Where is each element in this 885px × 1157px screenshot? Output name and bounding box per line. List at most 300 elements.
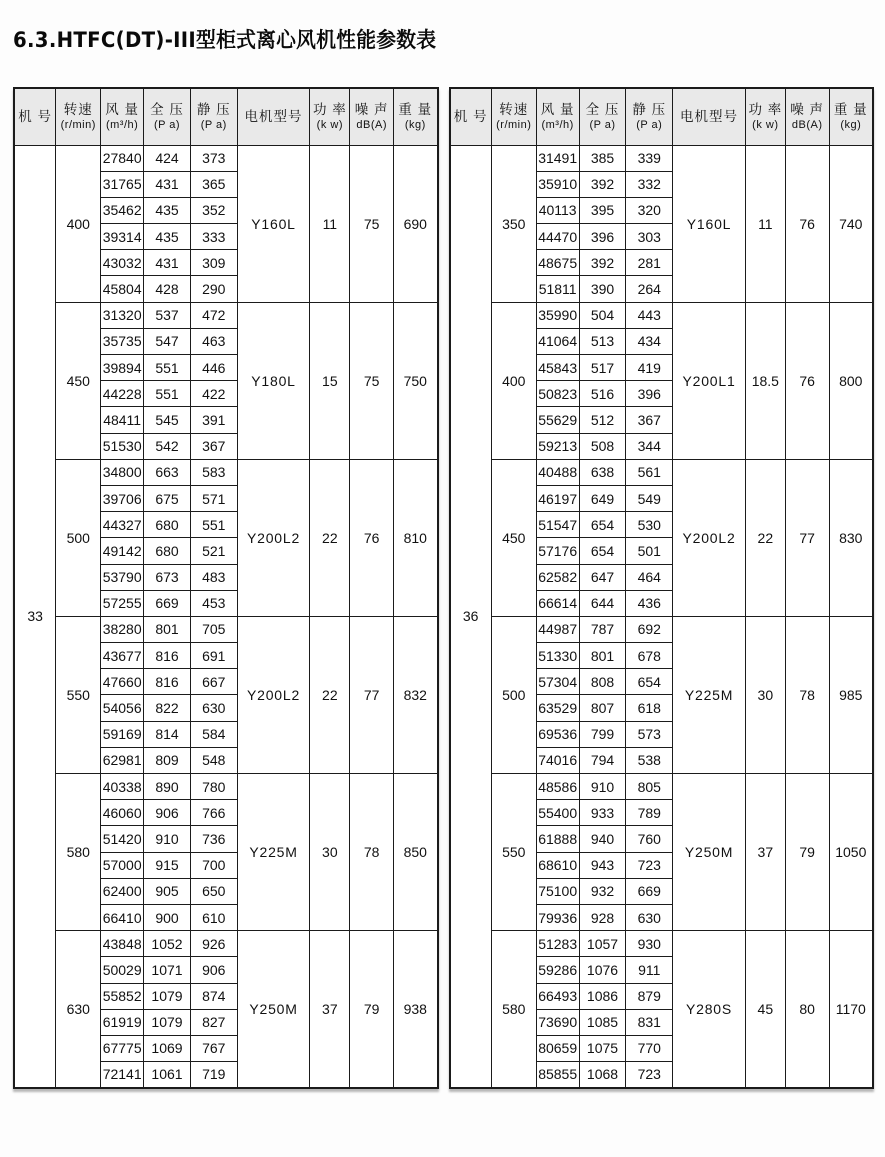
col-header-label: 噪 声 (790, 102, 825, 118)
airflow-cell: 50029 (101, 957, 144, 983)
static-pressure-cell: 309 (190, 250, 237, 276)
col-header-label: 静 压 (632, 102, 667, 118)
total-pressure-cell: 808 (579, 669, 626, 695)
table-row (450, 302, 874, 328)
col-header-label: 静 压 (196, 102, 231, 118)
static-pressure-cell: 443 (626, 302, 673, 328)
motor-model-cell: Y180L (237, 302, 310, 459)
total-pressure-cell: 943 (579, 852, 626, 878)
col-header-airflow (101, 88, 144, 145)
airflow-cell: 50823 (536, 381, 579, 407)
static-pressure-cell: 827 (190, 1009, 237, 1035)
static-pressure-cell: 805 (626, 774, 673, 800)
table-row (450, 931, 874, 957)
total-pressure-cell: 673 (144, 564, 191, 590)
col-header-unit: (kg) (840, 118, 862, 131)
total-pressure-cell: 504 (579, 302, 626, 328)
machine-no-cell: 33 (14, 145, 56, 1088)
speed-cell: 400 (56, 145, 101, 302)
col-header-power (745, 88, 785, 145)
static-pressure-cell: 365 (190, 171, 237, 197)
speed-cell: 550 (56, 616, 101, 773)
static-pressure-cell: 705 (190, 616, 237, 642)
airflow-cell: 61919 (101, 1009, 144, 1035)
col-header-label: 风 量 (105, 102, 140, 118)
static-pressure-cell: 766 (190, 800, 237, 826)
total-pressure-cell: 794 (579, 747, 626, 773)
static-pressure-cell: 571 (190, 485, 237, 511)
col-header-unit: (r/min) (496, 118, 532, 131)
col-header-label: 重 量 (398, 102, 433, 118)
header-row (14, 88, 438, 145)
static-pressure-cell: 290 (190, 276, 237, 302)
airflow-cell: 51811 (536, 276, 579, 302)
total-pressure-cell: 517 (579, 355, 626, 381)
airflow-cell: 40338 (101, 774, 144, 800)
airflow-cell: 48586 (536, 774, 579, 800)
power-cell: 30 (310, 774, 350, 931)
motor-model-cell: Y280S (673, 931, 746, 1088)
col-header-label: 全 压 (150, 102, 184, 118)
noise-cell: 77 (350, 616, 394, 773)
total-pressure-cell: 428 (144, 276, 191, 302)
total-pressure-cell: 1052 (144, 931, 191, 957)
col-header-static-pressure (190, 88, 237, 145)
static-pressure-cell: 367 (626, 407, 673, 433)
static-pressure-cell: 926 (190, 931, 237, 957)
total-pressure-cell: 910 (579, 774, 626, 800)
airflow-cell: 48675 (536, 250, 579, 276)
power-cell: 18.5 (745, 302, 785, 459)
weight-cell: 830 (829, 459, 873, 616)
airflow-cell: 46060 (101, 800, 144, 826)
total-pressure-cell: 801 (579, 643, 626, 669)
total-pressure-cell: 424 (144, 145, 191, 171)
noise-cell: 78 (785, 616, 829, 773)
col-header-unit: (P a) (636, 118, 663, 131)
total-pressure-cell: 822 (144, 695, 191, 721)
static-pressure-cell: 551 (190, 512, 237, 538)
col-header-label: 转速 (499, 102, 529, 118)
static-pressure-cell: 332 (626, 171, 673, 197)
col-header-unit: dB(A) (356, 118, 387, 131)
static-pressure-cell: 669 (626, 878, 673, 904)
static-pressure-cell: 464 (626, 564, 673, 590)
airflow-cell: 45804 (101, 276, 144, 302)
col-header-unit: (k w) (752, 118, 779, 131)
weight-cell: 850 (394, 774, 438, 931)
airflow-cell: 44327 (101, 512, 144, 538)
total-pressure-cell: 801 (144, 616, 191, 642)
static-pressure-cell: 618 (626, 695, 673, 721)
weight-cell: 800 (829, 302, 873, 459)
airflow-cell: 59213 (536, 433, 579, 459)
airflow-cell: 62582 (536, 564, 579, 590)
power-cell: 22 (310, 616, 350, 773)
airflow-cell: 34800 (101, 459, 144, 485)
col-header-label: 风 量 (540, 102, 575, 118)
col-header-unit: (kg) (404, 118, 426, 131)
col-header-label: 功 率 (748, 102, 783, 118)
total-pressure-cell: 910 (144, 826, 191, 852)
static-pressure-cell: 630 (190, 695, 237, 721)
airflow-cell: 43032 (101, 250, 144, 276)
total-pressure-cell: 396 (579, 224, 626, 250)
airflow-cell: 35990 (536, 302, 579, 328)
airflow-cell: 43677 (101, 643, 144, 669)
col-header-unit: (k w) (316, 118, 343, 131)
col-header-label: 电机型号 (244, 108, 303, 124)
static-pressure-cell: 333 (190, 224, 237, 250)
speed-cell: 450 (56, 302, 101, 459)
static-pressure-cell: 548 (190, 747, 237, 773)
weight-cell: 938 (394, 931, 438, 1088)
total-pressure-cell: 537 (144, 302, 191, 328)
static-pressure-cell: 650 (190, 878, 237, 904)
static-pressure-cell: 630 (626, 904, 673, 930)
speed-cell: 350 (491, 145, 536, 302)
static-pressure-cell: 436 (626, 590, 673, 616)
col-header-static-pressure (626, 88, 673, 145)
header-row (450, 88, 874, 145)
col-header-weight (829, 88, 873, 145)
table-row (450, 774, 874, 800)
motor-model-cell: Y200L1 (673, 302, 746, 459)
static-pressure-cell: 367 (190, 433, 237, 459)
airflow-cell: 44228 (101, 381, 144, 407)
col-header-label: 转速 (63, 102, 93, 118)
total-pressure-cell: 516 (579, 381, 626, 407)
motor-model-cell: Y160L (673, 145, 746, 302)
total-pressure-cell: 933 (579, 800, 626, 826)
total-pressure-cell: 809 (144, 747, 191, 773)
static-pressure-cell: 303 (626, 224, 673, 250)
total-pressure-cell: 512 (579, 407, 626, 433)
static-pressure-cell: 352 (190, 197, 237, 223)
static-pressure-cell: 667 (190, 669, 237, 695)
speed-cell: 550 (491, 774, 536, 931)
noise-cell: 76 (785, 145, 829, 302)
noise-cell: 80 (785, 931, 829, 1088)
motor-model-cell: Y200L2 (237, 616, 310, 773)
airflow-cell: 39894 (101, 355, 144, 381)
total-pressure-cell: 547 (144, 328, 191, 354)
static-pressure-cell: 770 (626, 1035, 673, 1061)
table-row (450, 616, 874, 642)
col-header-total-pressure (144, 88, 191, 145)
static-pressure-cell: 483 (190, 564, 237, 590)
airflow-cell: 66493 (536, 983, 579, 1009)
airflow-cell: 61888 (536, 826, 579, 852)
airflow-cell: 38280 (101, 616, 144, 642)
airflow-cell: 69536 (536, 721, 579, 747)
weight-cell: 1170 (829, 931, 873, 1088)
motor-model-cell: Y225M (237, 774, 310, 931)
airflow-cell: 59286 (536, 957, 579, 983)
airflow-cell: 35910 (536, 171, 579, 197)
table-row (14, 302, 438, 328)
airflow-cell: 40488 (536, 459, 579, 485)
total-pressure-cell: 1079 (144, 983, 191, 1009)
weight-cell: 832 (394, 616, 438, 773)
col-header-speed (491, 88, 536, 145)
total-pressure-cell: 1079 (144, 1009, 191, 1035)
airflow-cell: 44470 (536, 224, 579, 250)
col-header-label: 机 号 (453, 108, 488, 124)
total-pressure-cell: 1057 (579, 931, 626, 957)
total-pressure-cell: 890 (144, 774, 191, 800)
static-pressure-cell: 831 (626, 1009, 673, 1035)
static-pressure-cell: 264 (626, 276, 673, 302)
motor-model-cell: Y250M (237, 931, 310, 1088)
col-header-noise (785, 88, 829, 145)
weight-cell: 750 (394, 302, 438, 459)
airflow-cell: 39314 (101, 224, 144, 250)
static-pressure-cell: 736 (190, 826, 237, 852)
total-pressure-cell: 1071 (144, 957, 191, 983)
col-header-weight (394, 88, 438, 145)
power-cell: 15 (310, 302, 350, 459)
airflow-cell: 57255 (101, 590, 144, 616)
col-header-total-pressure (579, 88, 626, 145)
col-header-noise (350, 88, 394, 145)
table-row (450, 459, 874, 485)
total-pressure-cell: 1068 (579, 1062, 626, 1088)
total-pressure-cell: 905 (144, 878, 191, 904)
noise-cell: 77 (785, 459, 829, 616)
total-pressure-cell: 680 (144, 538, 191, 564)
power-cell: 11 (310, 145, 350, 302)
static-pressure-cell: 573 (626, 721, 673, 747)
static-pressure-cell: 930 (626, 931, 673, 957)
col-header-label: 全 压 (585, 102, 620, 118)
airflow-cell: 55852 (101, 983, 144, 1009)
col-header-machine-no (450, 88, 492, 145)
total-pressure-cell: 435 (144, 224, 191, 250)
total-pressure-cell: 647 (579, 564, 626, 590)
static-pressure-cell: 654 (626, 669, 673, 695)
col-header-label: 电机型号 (680, 108, 739, 124)
airflow-cell: 40113 (536, 197, 579, 223)
motor-model-cell: Y200L2 (237, 459, 310, 616)
total-pressure-cell: 1061 (144, 1062, 191, 1088)
static-pressure-cell: 723 (626, 1062, 673, 1088)
speed-cell: 580 (491, 931, 536, 1088)
power-cell: 22 (310, 459, 350, 616)
total-pressure-cell: 644 (579, 590, 626, 616)
airflow-cell: 59169 (101, 721, 144, 747)
table-row (14, 616, 438, 642)
total-pressure-cell: 390 (579, 276, 626, 302)
static-pressure-cell: 723 (626, 852, 673, 878)
airflow-cell: 57000 (101, 852, 144, 878)
col-header-label: 重 量 (833, 102, 868, 118)
motor-model-cell: Y160L (237, 145, 310, 302)
total-pressure-cell: 508 (579, 433, 626, 459)
table-row (14, 774, 438, 800)
airflow-cell: 27840 (101, 145, 144, 171)
static-pressure-cell: 422 (190, 381, 237, 407)
speed-cell: 500 (56, 459, 101, 616)
weight-cell: 810 (394, 459, 438, 616)
airflow-cell: 35462 (101, 197, 144, 223)
airflow-cell: 39706 (101, 485, 144, 511)
static-pressure-cell: 344 (626, 433, 673, 459)
static-pressure-cell: 472 (190, 302, 237, 328)
total-pressure-cell: 928 (579, 904, 626, 930)
col-header-label: 噪 声 (354, 102, 389, 118)
table-row (14, 931, 438, 957)
static-pressure-cell: 446 (190, 355, 237, 381)
airflow-cell: 57304 (536, 669, 579, 695)
weight-cell: 1050 (829, 774, 873, 931)
static-pressure-cell: 463 (190, 328, 237, 354)
noise-cell: 75 (350, 145, 394, 302)
total-pressure-cell: 940 (579, 826, 626, 852)
airflow-cell: 45843 (536, 355, 579, 381)
airflow-cell: 41064 (536, 328, 579, 354)
power-cell: 37 (310, 931, 350, 1088)
col-header-label: 机 号 (18, 108, 53, 124)
col-header-unit: (r/min) (60, 118, 96, 131)
speed-cell: 400 (491, 302, 536, 459)
noise-cell: 76 (785, 302, 829, 459)
total-pressure-cell: 551 (144, 355, 191, 381)
total-pressure-cell: 675 (144, 485, 191, 511)
total-pressure-cell: 1069 (144, 1035, 191, 1061)
total-pressure-cell: 814 (144, 721, 191, 747)
airflow-cell: 46197 (536, 485, 579, 511)
col-header-power (310, 88, 350, 145)
static-pressure-cell: 906 (190, 957, 237, 983)
static-pressure-cell: 760 (626, 826, 673, 852)
airflow-cell: 72141 (101, 1062, 144, 1088)
airflow-cell: 51283 (536, 931, 579, 957)
total-pressure-cell: 816 (144, 643, 191, 669)
col-header-motor-model (673, 88, 746, 145)
total-pressure-cell: 900 (144, 904, 191, 930)
weight-cell: 985 (829, 616, 873, 773)
airflow-cell: 43848 (101, 931, 144, 957)
col-header-motor-model (237, 88, 310, 145)
total-pressure-cell: 915 (144, 852, 191, 878)
static-pressure-cell: 561 (626, 459, 673, 485)
total-pressure-cell: 545 (144, 407, 191, 433)
static-pressure-cell: 691 (190, 643, 237, 669)
static-pressure-cell: 767 (190, 1035, 237, 1061)
noise-cell: 76 (350, 459, 394, 616)
airflow-cell: 66410 (101, 904, 144, 930)
airflow-cell: 51330 (536, 643, 579, 669)
total-pressure-cell: 395 (579, 197, 626, 223)
static-pressure-cell: 700 (190, 852, 237, 878)
static-pressure-cell: 320 (626, 197, 673, 223)
static-pressure-cell: 373 (190, 145, 237, 171)
col-header-speed (56, 88, 101, 145)
static-pressure-cell: 391 (190, 407, 237, 433)
static-pressure-cell: 911 (626, 957, 673, 983)
col-header-machine-no (14, 88, 56, 145)
noise-cell: 79 (350, 931, 394, 1088)
total-pressure-cell: 551 (144, 381, 191, 407)
static-pressure-cell: 281 (626, 250, 673, 276)
airflow-cell: 62400 (101, 878, 144, 904)
total-pressure-cell: 1086 (579, 983, 626, 1009)
total-pressure-cell: 431 (144, 250, 191, 276)
page-title: 6.3.HTFC(DT)-III型柜式离心风机性能参数表 (13, 28, 437, 52)
speed-cell: 500 (491, 616, 536, 773)
power-cell: 11 (745, 145, 785, 302)
col-header-unit: (P a) (200, 118, 227, 131)
total-pressure-cell: 654 (579, 538, 626, 564)
performance-table-right (449, 87, 875, 1089)
col-header-airflow (536, 88, 579, 145)
static-pressure-cell: 874 (190, 983, 237, 1009)
airflow-cell: 54056 (101, 695, 144, 721)
total-pressure-cell: 1076 (579, 957, 626, 983)
airflow-cell: 44987 (536, 616, 579, 642)
static-pressure-cell: 678 (626, 643, 673, 669)
total-pressure-cell: 669 (144, 590, 191, 616)
motor-model-cell: Y200L2 (673, 459, 746, 616)
static-pressure-cell: 453 (190, 590, 237, 616)
col-header-unit: (P a) (153, 118, 181, 131)
weight-cell: 740 (829, 145, 873, 302)
static-pressure-cell: 789 (626, 800, 673, 826)
total-pressure-cell: 638 (579, 459, 626, 485)
airflow-cell: 62981 (101, 747, 144, 773)
total-pressure-cell: 816 (144, 669, 191, 695)
col-header-label: 功 率 (312, 102, 347, 118)
airflow-cell: 35735 (101, 328, 144, 354)
static-pressure-cell: 583 (190, 459, 237, 485)
static-pressure-cell: 339 (626, 145, 673, 171)
motor-model-cell: Y250M (673, 774, 746, 931)
static-pressure-cell: 549 (626, 485, 673, 511)
total-pressure-cell: 542 (144, 433, 191, 459)
airflow-cell: 73690 (536, 1009, 579, 1035)
total-pressure-cell: 1075 (579, 1035, 626, 1061)
total-pressure-cell: 1085 (579, 1009, 626, 1035)
static-pressure-cell: 719 (190, 1062, 237, 1088)
airflow-cell: 55629 (536, 407, 579, 433)
motor-model-cell: Y225M (673, 616, 746, 773)
static-pressure-cell: 538 (626, 747, 673, 773)
total-pressure-cell: 807 (579, 695, 626, 721)
airflow-cell: 31765 (101, 171, 144, 197)
total-pressure-cell: 392 (579, 171, 626, 197)
static-pressure-cell: 780 (190, 774, 237, 800)
table-row (14, 459, 438, 485)
airflow-cell: 74016 (536, 747, 579, 773)
noise-cell: 75 (350, 302, 394, 459)
total-pressure-cell: 385 (579, 145, 626, 171)
speed-cell: 580 (56, 774, 101, 931)
airflow-cell: 31320 (101, 302, 144, 328)
airflow-cell: 79936 (536, 904, 579, 930)
static-pressure-cell: 530 (626, 512, 673, 538)
static-pressure-cell: 419 (626, 355, 673, 381)
airflow-cell: 63529 (536, 695, 579, 721)
tables-row (13, 87, 874, 1089)
airflow-cell: 67775 (101, 1035, 144, 1061)
speed-cell: 630 (56, 931, 101, 1088)
table-row (450, 145, 874, 171)
total-pressure-cell: 513 (579, 328, 626, 354)
airflow-cell: 85855 (536, 1062, 579, 1088)
total-pressure-cell: 663 (144, 459, 191, 485)
airflow-cell: 51547 (536, 512, 579, 538)
